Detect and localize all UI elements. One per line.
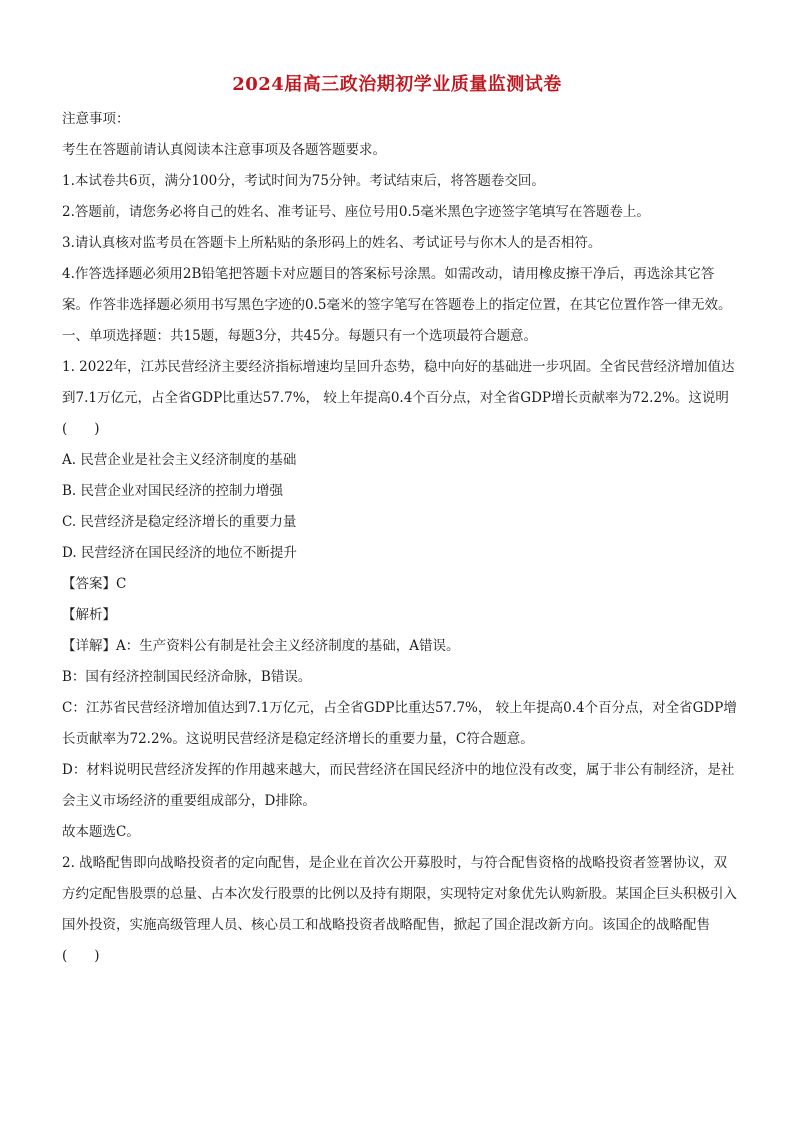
document-body	[62, 104, 738, 972]
notice-intro: 考生在答题前请认真阅读本注意事项及各题答题要求。	[62, 142, 386, 158]
notice-item-3: 3.请认真核对监考员在答题卡上所粘贴的条形码上的姓名、考试证号与你木人的是否相符。	[62, 235, 602, 251]
notice-item-2: 2.答题前，请您务必将自己的姓名、准考证号、座位号用0.5毫米黑色字迹签字笔填写在答题卷上。	[62, 204, 650, 220]
question-1-detail-a: 【详解】A：生产资料公有制是社会主义经济制度的基础，A错误。	[62, 638, 460, 654]
question-1-detail-d: D：材料说明民营经济发挥的作用越来越大，而民营经济在国民经济中的地位没有改变，属于非公有制经济，是社会主义市场经济的重要组成部分，D排除。	[62, 762, 735, 809]
section-heading: 一、单项选择题：共15题，每题3分，共45分。每题只有一个选项最符合题意。	[62, 328, 537, 344]
notice-item-1: 1.本试卷共6页，满分100分，考试时间为75分钟。考试结束后，将答题卷交回。	[62, 173, 545, 189]
document-title: 2024届高三政治期初学业质量监测试卷	[232, 74, 562, 95]
question-1-conclusion: 故本题选C。	[62, 824, 140, 840]
question-1-detail-c: C：江苏省民营经济增加值达到7.1万亿元，占全省GDP比重达57.7%， 较上年提高0.4个百分点，对全省GDP增长贡献率为72.2%。这说明民营经济是稳定经济增长的重要力量，C符合题意。	[62, 700, 737, 747]
notice-item-4: 4.作答选择题必须用2B铅笔把答题卡对应题目的答案标号涂黑。如需改动，请用橡皮擦干净后，再选涂其它答案。作答非选择题必须用书写黑色字迹的0.5毫米的签字笔写在答题卷上的指定位置，在其它位置作答一律无效。	[62, 266, 732, 313]
question-1-detail-b: B：国有经济控制国民经济命脉，B错误。	[62, 669, 312, 685]
question-1-option-c: C. 民营经济是稳定经济增长的重要力量	[62, 514, 297, 530]
notice-heading: 注意事项：	[62, 111, 130, 127]
question-1-answer: 【答案】C	[62, 576, 127, 592]
question-1-option-b: B. 民营企业对国民经济的控制力增强	[62, 483, 284, 499]
question-2-stem: 2. 战略配售即向战略投资者的定向配售，是企业在首次公开募股时，与符合配售资格的战略投资者签署协议，双方约定配售股票的总量、占本次发行股票的比例以及持有期限，实现特定对象优先认购新股。某国企巨头积极引入国外投资，实施高级管理人员、核心员工和战略投资者战略配售，掀起了国企混改新方向。该国企的战略配售( )	[62, 855, 737, 964]
question-1-option-d: D. 民营经济在国民经济的地位不断提升	[62, 545, 297, 561]
question-1-analysis-heading: 【解析】	[62, 607, 116, 623]
question-1-option-a: A. 民营企业是社会主义经济制度的基础	[62, 452, 297, 468]
question-1-stem: 1. 2022年，江苏民营经济主要经济指标增速均呈回升态势，稳中向好的基础进一步巩固。全省民营经济增加值达到7.1万亿元，占全省GDP比重达57.7%， 较上年提高0.4个百分点，对全省GDP增长贡献率为72.2%。这说明( )	[62, 359, 735, 437]
